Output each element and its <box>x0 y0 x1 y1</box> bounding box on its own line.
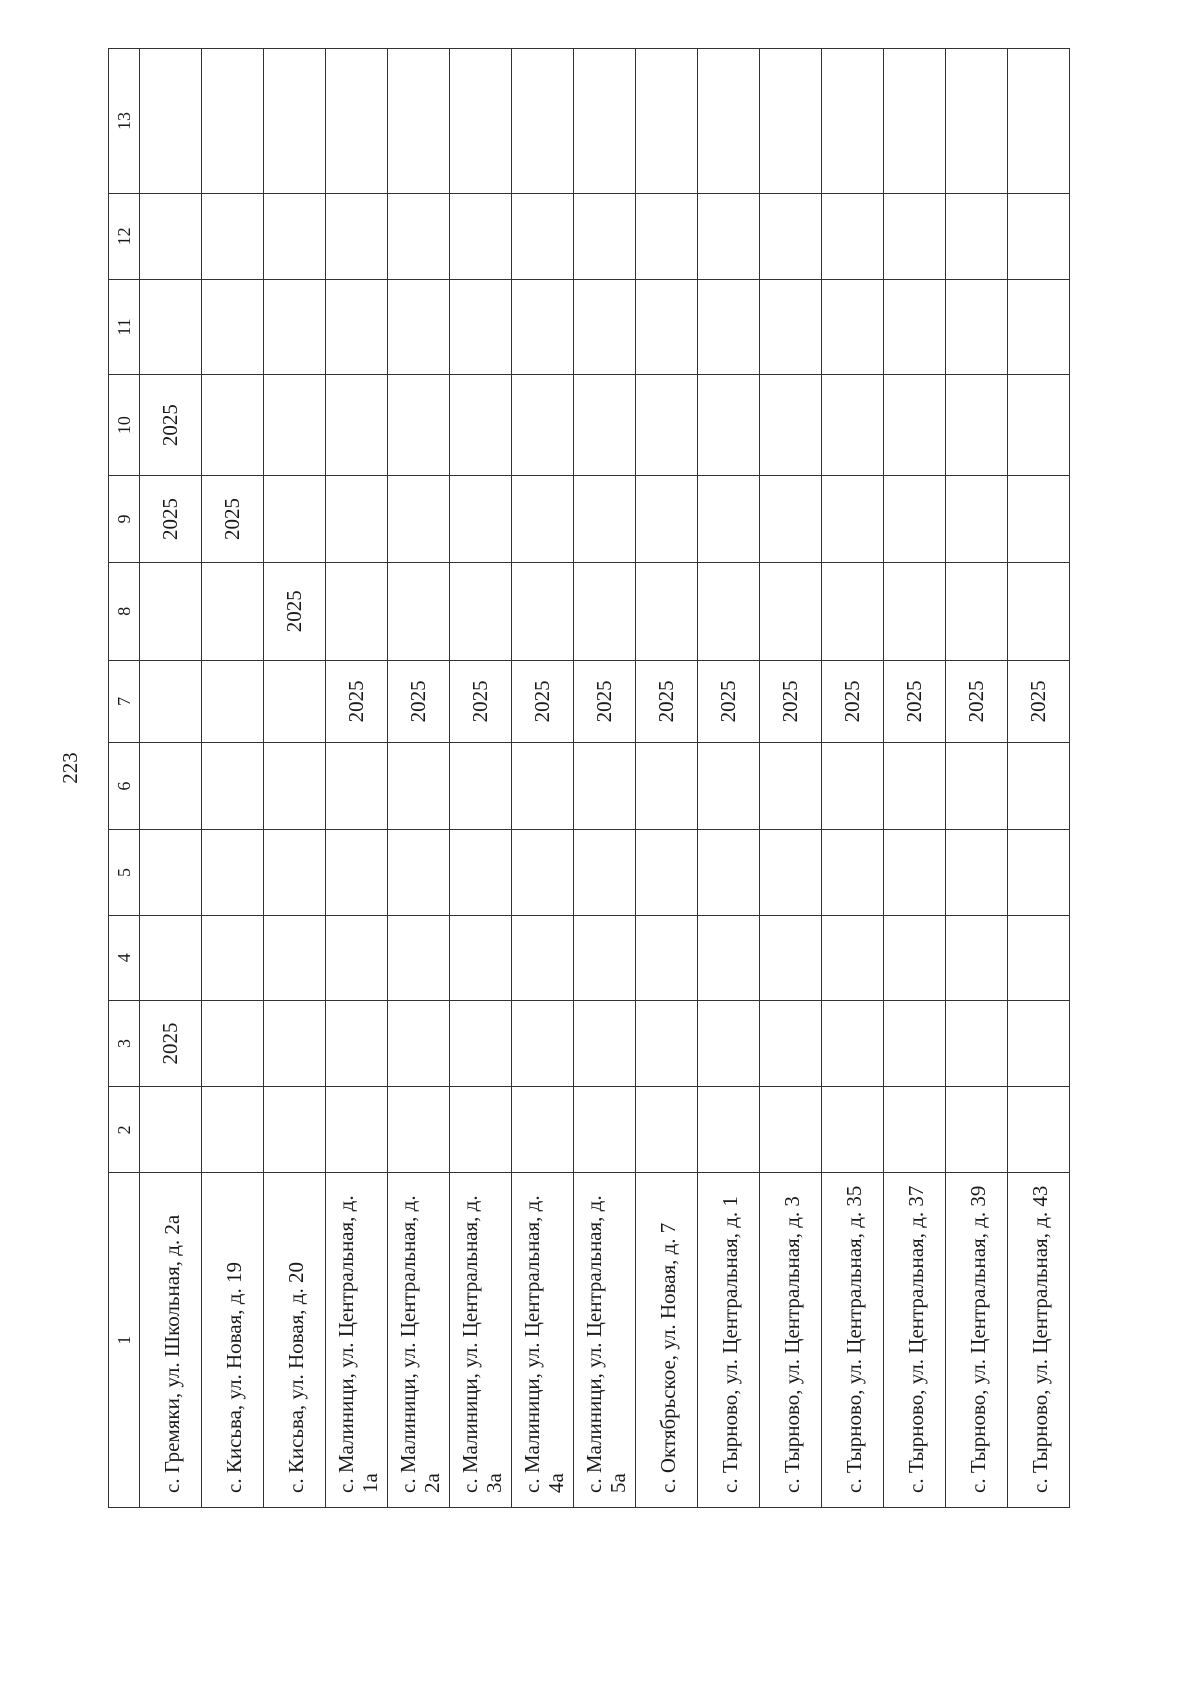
year-cell <box>512 193 574 279</box>
year-cell <box>946 49 1008 194</box>
table-row <box>264 49 326 1508</box>
year-cell <box>636 1000 698 1087</box>
year-cell <box>760 743 822 830</box>
page-number: 223 <box>58 752 82 784</box>
year-cell <box>822 1000 884 1087</box>
year-cell <box>326 476 388 563</box>
year-cell <box>140 193 202 279</box>
year-cell <box>326 375 388 476</box>
year-cell <box>140 830 202 916</box>
year-cell <box>388 375 450 476</box>
year-cell <box>822 743 884 830</box>
column-header: 8 <box>109 562 140 660</box>
year-cell <box>264 915 326 1000</box>
year-cell <box>202 915 264 1000</box>
year-cell <box>140 1087 202 1173</box>
year-cell <box>760 1000 822 1087</box>
year-cell <box>574 375 636 476</box>
year-cell <box>760 375 822 476</box>
year-cell <box>388 279 450 374</box>
year-cell <box>264 830 326 916</box>
year-cell: 2025 <box>202 476 264 563</box>
year-cell <box>946 915 1008 1000</box>
table-row <box>388 49 450 1508</box>
year-cell <box>636 562 698 660</box>
year-cell <box>202 375 264 476</box>
year-cell <box>574 1000 636 1087</box>
year-cell: 2025 <box>326 660 388 743</box>
year-cell <box>388 915 450 1000</box>
address-cell: с. Кисьва, ул. Новая, д. 20 <box>264 1173 326 1508</box>
year-cell <box>760 49 822 194</box>
column-header: 12 <box>109 193 140 279</box>
year-cell <box>140 660 202 743</box>
schedule-table <box>108 48 1070 1508</box>
year-cell: 2025 <box>574 660 636 743</box>
year-cell <box>326 562 388 660</box>
address-cell: с. Тырново, ул. Центральная, д. 1 <box>698 1173 760 1508</box>
year-cell <box>264 49 326 194</box>
year-cell: 2025 <box>822 660 884 743</box>
year-cell <box>388 1087 450 1173</box>
year-cell <box>202 562 264 660</box>
header-row <box>109 49 140 1508</box>
year-cell <box>760 476 822 563</box>
year-cell <box>450 193 512 279</box>
year-cell <box>1008 375 1070 476</box>
year-cell <box>884 49 946 194</box>
year-cell <box>326 279 388 374</box>
address-cell: с. Малиници, ул. Центральная, д. 5а <box>574 1173 636 1508</box>
year-cell <box>946 375 1008 476</box>
table-row <box>698 49 760 1508</box>
year-cell <box>636 915 698 1000</box>
year-cell <box>202 660 264 743</box>
year-cell <box>388 476 450 563</box>
year-cell <box>202 1087 264 1173</box>
year-cell <box>1008 1000 1070 1087</box>
year-cell: 2025 <box>884 660 946 743</box>
column-header: 3 <box>109 1000 140 1087</box>
year-cell <box>264 476 326 563</box>
year-cell <box>822 375 884 476</box>
year-cell: 2025 <box>1008 660 1070 743</box>
year-cell <box>264 193 326 279</box>
year-cell <box>388 193 450 279</box>
year-cell <box>388 49 450 194</box>
rotated-table-wrapper <box>108 48 1070 1508</box>
year-cell <box>822 279 884 374</box>
year-cell <box>1008 476 1070 563</box>
year-cell <box>884 1087 946 1173</box>
year-cell <box>822 915 884 1000</box>
address-cell: с. Кисьва, ул. Новая, д. 19 <box>202 1173 264 1508</box>
year-cell <box>388 562 450 660</box>
year-cell <box>202 830 264 916</box>
year-cell <box>574 279 636 374</box>
year-cell <box>698 279 760 374</box>
year-cell <box>326 830 388 916</box>
year-cell <box>450 1087 512 1173</box>
year-cell <box>450 279 512 374</box>
year-cell <box>326 743 388 830</box>
year-cell <box>884 476 946 563</box>
table-row <box>636 49 698 1508</box>
year-cell <box>1008 49 1070 194</box>
year-cell <box>264 1000 326 1087</box>
year-cell <box>140 915 202 1000</box>
year-cell <box>140 279 202 374</box>
column-header: 11 <box>109 279 140 374</box>
column-header: 10 <box>109 375 140 476</box>
year-cell <box>636 830 698 916</box>
year-cell <box>574 743 636 830</box>
year-cell <box>760 1087 822 1173</box>
address-cell: с. Тырново, ул. Центральная, д. 3 <box>760 1173 822 1508</box>
year-cell <box>140 562 202 660</box>
year-cell <box>1008 743 1070 830</box>
year-cell: 2025 <box>636 660 698 743</box>
year-cell <box>760 915 822 1000</box>
table-row <box>512 49 574 1508</box>
year-cell <box>884 1000 946 1087</box>
year-cell: 2025 <box>140 1000 202 1087</box>
year-cell <box>202 279 264 374</box>
year-cell <box>512 279 574 374</box>
year-cell <box>512 830 574 916</box>
year-cell <box>946 1087 1008 1173</box>
year-cell <box>450 562 512 660</box>
address-cell: с. Тырново, ул. Центральная, д. 39 <box>946 1173 1008 1508</box>
year-cell <box>946 743 1008 830</box>
year-cell <box>884 830 946 916</box>
year-cell: 2025 <box>140 375 202 476</box>
year-cell <box>698 915 760 1000</box>
year-cell <box>698 193 760 279</box>
year-cell <box>1008 915 1070 1000</box>
year-cell <box>760 279 822 374</box>
year-cell <box>884 915 946 1000</box>
year-cell <box>512 915 574 1000</box>
year-cell <box>450 1000 512 1087</box>
year-cell <box>326 1087 388 1173</box>
year-cell <box>512 1000 574 1087</box>
year-cell <box>140 49 202 194</box>
year-cell <box>1008 830 1070 916</box>
year-cell <box>884 193 946 279</box>
address-cell: с. Тырново, ул. Центральная, д. 37 <box>884 1173 946 1508</box>
column-header: 13 <box>109 49 140 194</box>
year-cell <box>264 375 326 476</box>
year-cell <box>698 830 760 916</box>
year-cell <box>326 49 388 194</box>
address-cell: с. Тырново, ул. Центральная, д. 35 <box>822 1173 884 1508</box>
year-cell <box>512 743 574 830</box>
year-cell <box>574 193 636 279</box>
table-row <box>946 49 1008 1508</box>
year-cell <box>946 830 1008 916</box>
year-cell <box>946 193 1008 279</box>
year-cell <box>326 915 388 1000</box>
table-row <box>884 49 946 1508</box>
year-cell <box>574 830 636 916</box>
year-cell <box>264 743 326 830</box>
year-cell <box>574 476 636 563</box>
year-cell <box>698 562 760 660</box>
year-cell <box>450 830 512 916</box>
column-header: 6 <box>109 743 140 830</box>
column-header: 1 <box>109 1173 140 1508</box>
year-cell <box>946 1000 1008 1087</box>
address-cell: с. Малиници, ул. Центральная, д. 1а <box>326 1173 388 1508</box>
year-cell: 2025 <box>512 660 574 743</box>
year-cell: 2025 <box>388 660 450 743</box>
year-cell <box>698 476 760 563</box>
year-cell <box>1008 1087 1070 1173</box>
year-cell <box>636 1087 698 1173</box>
year-cell <box>946 279 1008 374</box>
year-cell <box>512 375 574 476</box>
year-cell <box>202 743 264 830</box>
year-cell <box>574 915 636 1000</box>
year-cell <box>636 279 698 374</box>
year-cell <box>760 830 822 916</box>
year-cell <box>946 562 1008 660</box>
table-row <box>450 49 512 1508</box>
year-cell: 2025 <box>946 660 1008 743</box>
year-cell <box>822 193 884 279</box>
column-header: 2 <box>109 1087 140 1173</box>
year-cell <box>574 49 636 194</box>
table-row <box>822 49 884 1508</box>
year-cell <box>884 279 946 374</box>
table-body <box>140 49 1070 1508</box>
address-cell: с. Октябрьское, ул. Новая, д. 7 <box>636 1173 698 1508</box>
year-cell <box>512 1087 574 1173</box>
year-cell <box>884 562 946 660</box>
year-cell <box>698 375 760 476</box>
year-cell: 2025 <box>698 660 760 743</box>
year-cell <box>388 743 450 830</box>
year-cell <box>512 476 574 563</box>
year-cell <box>202 193 264 279</box>
year-cell <box>326 1000 388 1087</box>
year-cell: 2025 <box>760 660 822 743</box>
year-cell <box>698 743 760 830</box>
table-row <box>760 49 822 1508</box>
address-cell: с. Малиници, ул. Центральная, д. 4а <box>512 1173 574 1508</box>
column-header: 5 <box>109 830 140 916</box>
year-cell <box>264 660 326 743</box>
year-cell <box>140 743 202 830</box>
year-cell <box>698 49 760 194</box>
address-cell: с. Малиници, ул. Центральная, д. 3а <box>450 1173 512 1508</box>
year-cell <box>574 1087 636 1173</box>
year-cell <box>884 743 946 830</box>
year-cell: 2025 <box>264 562 326 660</box>
table-row <box>202 49 264 1508</box>
year-cell <box>388 830 450 916</box>
year-cell <box>636 375 698 476</box>
year-cell <box>636 743 698 830</box>
year-cell <box>512 562 574 660</box>
year-cell <box>202 1000 264 1087</box>
year-cell <box>822 49 884 194</box>
year-cell <box>388 1000 450 1087</box>
year-cell <box>760 193 822 279</box>
year-cell <box>946 476 1008 563</box>
year-cell <box>326 193 388 279</box>
year-cell <box>884 375 946 476</box>
year-cell <box>202 49 264 194</box>
address-cell: с. Тырново, ул. Центральная, д. 43 <box>1008 1173 1070 1508</box>
year-cell <box>450 375 512 476</box>
year-cell <box>450 49 512 194</box>
table-row <box>140 49 202 1508</box>
column-header: 4 <box>109 915 140 1000</box>
address-cell: с. Малиници, ул. Центральная, д. 2а <box>388 1173 450 1508</box>
address-cell: с. Гремяки, ул. Школьная, д. 2а <box>140 1173 202 1508</box>
year-cell <box>512 49 574 194</box>
year-cell <box>822 830 884 916</box>
year-cell <box>760 562 822 660</box>
table-row <box>574 49 636 1508</box>
table-row <box>1008 49 1070 1508</box>
year-cell <box>450 915 512 1000</box>
year-cell <box>1008 562 1070 660</box>
year-cell <box>822 1087 884 1173</box>
year-cell <box>264 1087 326 1173</box>
year-cell <box>574 562 636 660</box>
year-cell <box>822 562 884 660</box>
column-header: 9 <box>109 476 140 563</box>
year-cell <box>1008 279 1070 374</box>
year-cell <box>636 476 698 563</box>
column-header: 7 <box>109 660 140 743</box>
year-cell <box>636 193 698 279</box>
year-cell <box>264 279 326 374</box>
year-cell: 2025 <box>450 660 512 743</box>
year-cell <box>698 1000 760 1087</box>
year-cell <box>698 1087 760 1173</box>
year-cell <box>1008 193 1070 279</box>
year-cell <box>636 49 698 194</box>
year-cell: 2025 <box>140 476 202 563</box>
year-cell <box>450 476 512 563</box>
year-cell <box>450 743 512 830</box>
table-row <box>326 49 388 1508</box>
year-cell <box>822 476 884 563</box>
